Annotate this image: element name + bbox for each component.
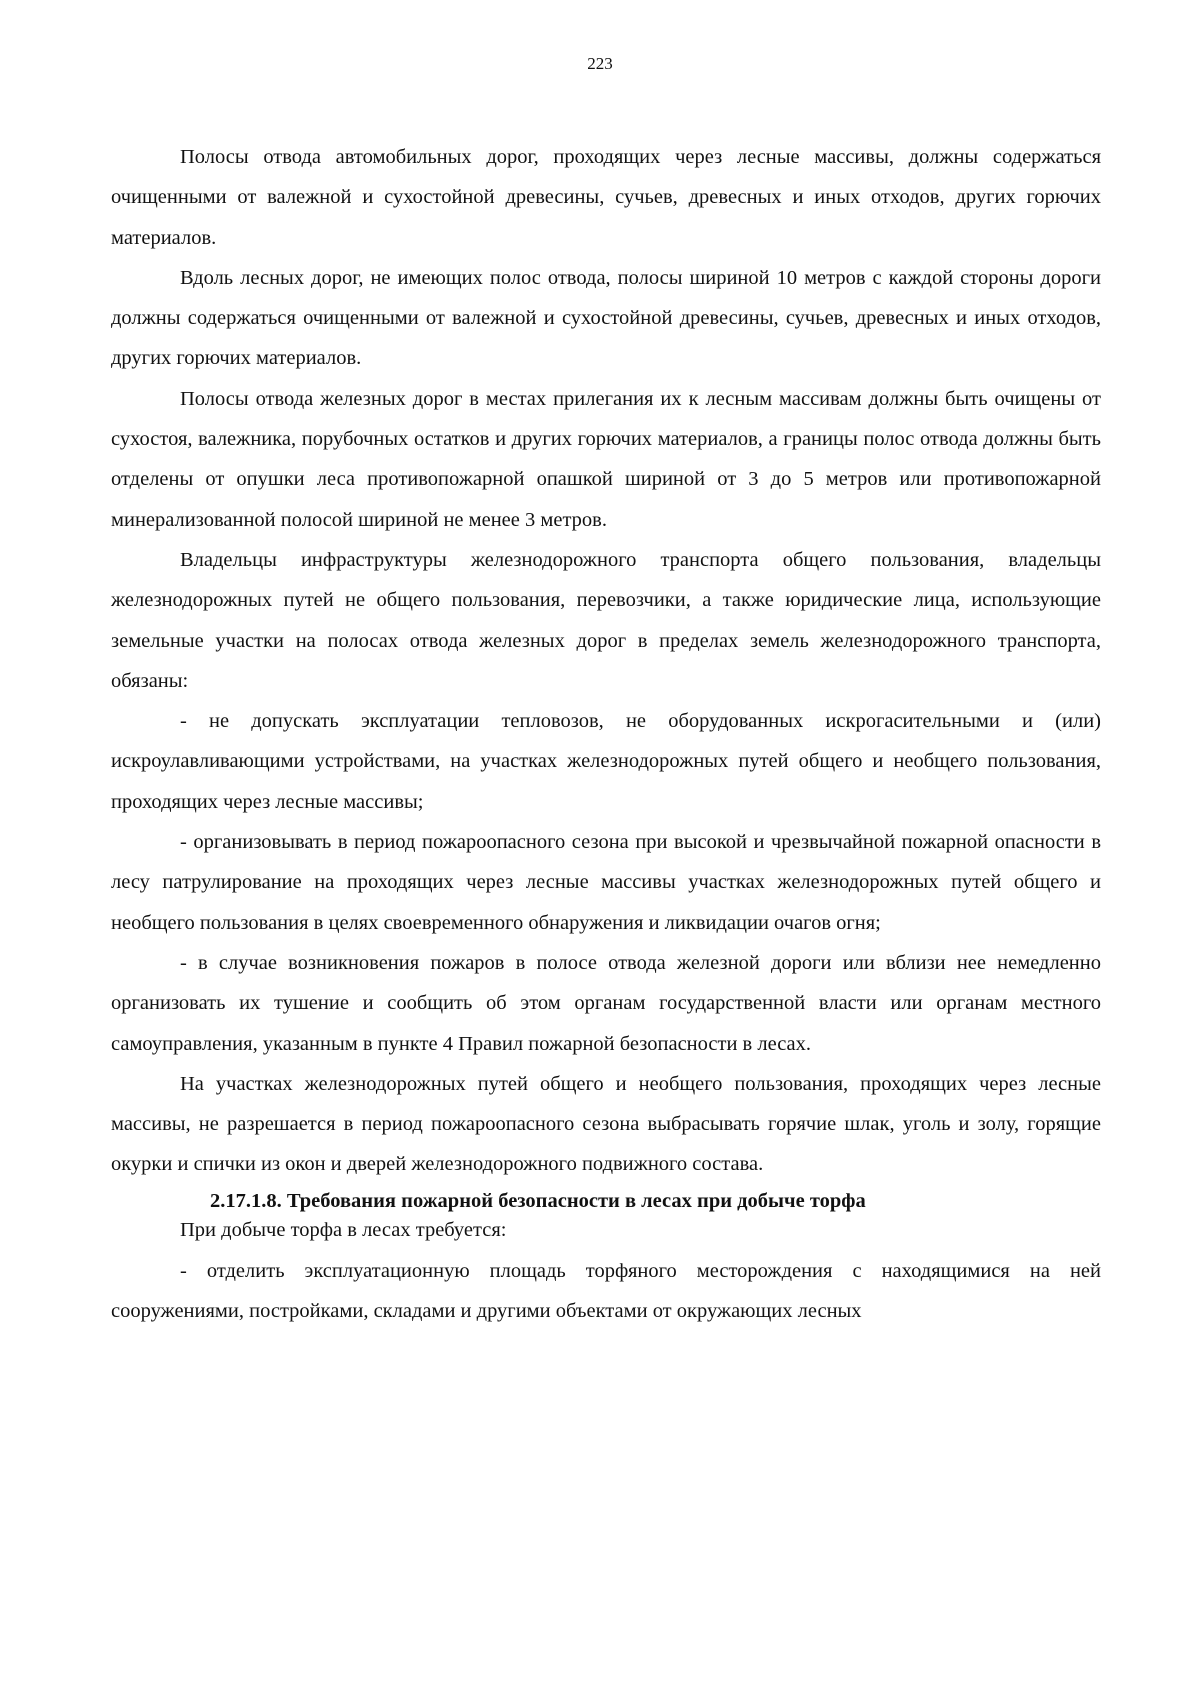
paragraph-forest-roads: Вдоль лесных дорог, не имеющих полос отвода, полосы шириной 10 метров с каждой стороны дороги должны содержаться очищенными от валежной и сухостойной древесины, сучьев, древесных и иных отходов, других горючих материалов. bbox=[111, 266, 1101, 370]
section-intro: При добыче торфа в лесах требуется: bbox=[180, 1218, 507, 1241]
list-item-peat-area: - отделить эксплуатационную площадь торфяного месторождения с находящимися на ней сооружениями, постройками, складами и другими объектами от окружающих лесных bbox=[111, 1259, 1101, 1323]
document-body bbox=[111, 137, 1101, 1331]
list-item-locomotives: - не допускать эксплуатации тепловозов, не оборудованных искрогасительными и (или) искроулавливающими устройствами, на участках железнодорожных путей общего и необщего пользования, проходящих через лесные массивы; bbox=[111, 710, 1101, 813]
page-number: 223 bbox=[587, 54, 613, 73]
list-item-patrol: - организовывать в период пожароопасного сезона при высокой и чрезвычайной пожарной опасности в лесу патрулирование на проходящих через лесные массивы участках железнодорожных путей общего и необщего пользования в целях своевременного обнаружения и ликвидации очагов огня; bbox=[111, 831, 1101, 934]
paragraph-road-strips: Полосы отвода автомобильных дорог, проходящих через лесные массивы, должны содержаться очищенными от валежной и сухостойной древесины, сучьев, древесных и иных отходов, других горючих материалов. bbox=[111, 146, 1101, 249]
section-heading: 2.17.1.8. Требования пожарной безопасности в лесах при добыче торфа bbox=[210, 1189, 866, 1212]
paragraph-railway-prohibition: На участках железнодорожных путей общего и необщего пользования, проходящих через лесные массивы, не разрешается в период пожароопасного сезона выбрасывать горячие шлак, уголь и золу, горящие окурки и спички из окон и дверей железнодорожного подвижного состава. bbox=[111, 1072, 1101, 1176]
list-item-fire-response: - в случае возникновения пожаров в полосе отвода железной дороги или вблизи нее немедленно организовать их тушение и сообщить об этом органам государственной власти или органам местного самоуправления, указанным в пункте 4 Правил пожарной безопасности в лесах. bbox=[111, 951, 1101, 1055]
paragraph-railway-owners: Владельцы инфраструктуры железнодорожного транспорта общего пользования, владельцы железнодорожных путей не общего пользования, перевозчики, а также юридические лица, использующие земельные участки на полосах отвода железных дорог в пределах земель железнодорожного транспорта, обязаны: bbox=[111, 548, 1101, 692]
paragraph-railway-strips: Полосы отвода железных дорог в местах прилегания их к лесным массивам должны быть очищены от сухостоя, валежника, порубочных остатков и других горючих материалов, а границы полос отвода должны быть отделены от опушки леса противопожарной опашкой шириной от 3 до 5 метров или противопожарной минерализованной полосой шириной не менее 3 метров. bbox=[111, 387, 1101, 531]
